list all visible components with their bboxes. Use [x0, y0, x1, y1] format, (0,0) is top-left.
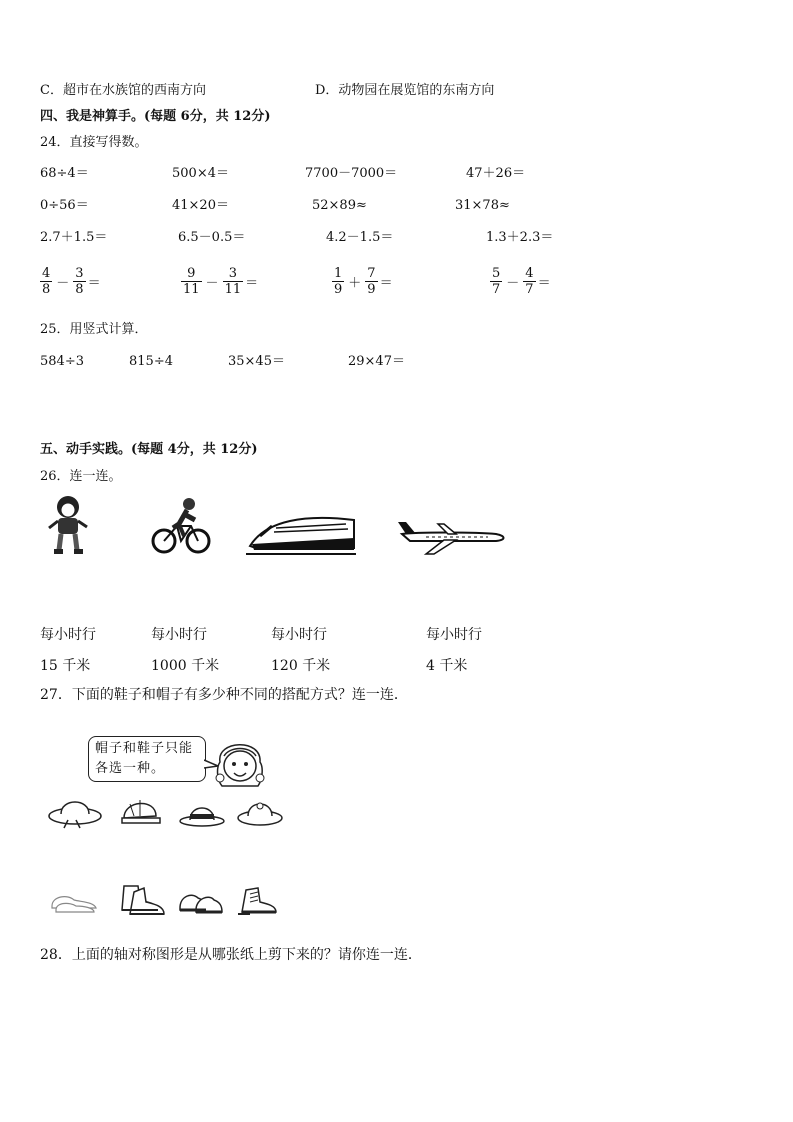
operator: ＋ [348, 276, 362, 291]
q24-r2-c1: 0÷56＝ [40, 198, 89, 213]
sun-hat-icon [236, 794, 284, 828]
q26-label-2: 每小时行 [151, 627, 207, 643]
equals: ＝ [379, 276, 393, 291]
q24-r2-c4: 31×78≈ [455, 198, 510, 213]
airplane-icon [396, 516, 508, 556]
shoe-icon-1 [48, 888, 100, 914]
fedora-icon [178, 798, 226, 828]
q24-r1-c1: 68÷4＝ [40, 166, 89, 181]
q25-item-3: 35×45＝ [228, 354, 285, 369]
q27-prompt: 27．下面的鞋子和帽子有多少种不同的搭配方式？连一连． [40, 687, 408, 703]
numerator: 4 [525, 266, 534, 281]
operator: － [506, 276, 520, 291]
q26-label-4: 每小时行 [426, 627, 482, 643]
q24-r3-c3: 4.2－1.5＝ [326, 230, 394, 245]
q24-fraction-2 [179, 266, 258, 297]
q25-item-2: 815÷4 [129, 354, 173, 369]
denominator: 11 [224, 282, 242, 297]
operator: － [56, 276, 70, 291]
option-c: C．超市在水族馆的西南方向 [40, 83, 206, 98]
q24-r1-c2: 500×4＝ [172, 166, 229, 181]
denominator: 8 [75, 282, 84, 297]
q24-fraction-3 [330, 266, 393, 297]
equals: ＝ [537, 276, 551, 291]
bubble-line-1: 帽子和鞋子只能 [95, 741, 194, 756]
hat-icon-1 [46, 792, 104, 830]
numerator: 1 [334, 266, 343, 281]
q24-prompt: 24．直接写得数。 [40, 135, 148, 150]
q26-speed-3: 120 千米 [271, 658, 331, 674]
equals: ＝ [87, 276, 101, 291]
q24-r3-c4: 1.3＋2.3＝ [486, 230, 554, 245]
q24-r3-c1: 2.7＋1.5＝ [40, 230, 108, 245]
q26-label-3: 每小时行 [271, 627, 327, 643]
numerator: 7 [367, 266, 376, 281]
section-4-title: 四、我是神算手。(每题 6分，共 12分) [40, 109, 271, 124]
q24-r3-c2: 6.5－0.5＝ [178, 230, 246, 245]
q24-r2-c2: 41×20＝ [172, 198, 229, 213]
denominator: 9 [367, 282, 376, 297]
q26-speed-4: 4 千米 [426, 658, 468, 674]
equals: ＝ [245, 276, 259, 291]
q24-r1-c4: 47＋26＝ [466, 166, 526, 181]
denominator: 7 [525, 282, 534, 297]
q24-r2-c3: 52×89≈ [312, 198, 367, 213]
numerator: 3 [75, 266, 84, 281]
boot-icon [118, 882, 168, 918]
train-icon [246, 508, 358, 556]
numerator: 5 [492, 266, 501, 281]
numerator: 4 [42, 266, 51, 281]
child-icon [44, 494, 92, 556]
q24-fraction-1 [38, 266, 101, 297]
q26-label-1: 每小时行 [40, 627, 96, 643]
girl-face-icon [214, 734, 266, 790]
q26-prompt: 26．连一连。 [40, 469, 122, 484]
denominator: 11 [183, 282, 200, 297]
q26-speed-1: 15 千米 [40, 658, 91, 674]
denominator: 7 [492, 282, 501, 297]
section-5-title: 五、动手实践。(每题 4分，共 12分) [40, 442, 258, 457]
q25-item-1: 584÷3 [40, 354, 84, 369]
operator: － [205, 276, 219, 291]
speech-bubble [88, 736, 206, 782]
cyclist-icon [151, 496, 211, 556]
denominator: 8 [42, 282, 51, 297]
q24-fraction-4 [488, 266, 551, 297]
q28-prompt: 28．上面的轴对称图形是从哪张纸上剪下来的？请你连一连． [40, 947, 422, 963]
numerator: 9 [187, 266, 196, 281]
high-top-shoe-icon [236, 884, 280, 916]
q24-r1-c3: 7700－7000＝ [305, 166, 398, 181]
q25-item-4: 29×47＝ [348, 354, 405, 369]
bubble-line-2: 各选一种。 [95, 761, 166, 776]
q26-speed-2: 1000 千米 [151, 658, 220, 674]
sneaker-icon [176, 886, 226, 916]
numerator: 3 [228, 266, 237, 281]
option-d: D．动物园在展览馆的东南方向 [315, 83, 495, 98]
cap-icon [120, 796, 164, 828]
q25-prompt: 25．用竖式计算． [40, 322, 148, 337]
denominator: 9 [334, 282, 343, 297]
